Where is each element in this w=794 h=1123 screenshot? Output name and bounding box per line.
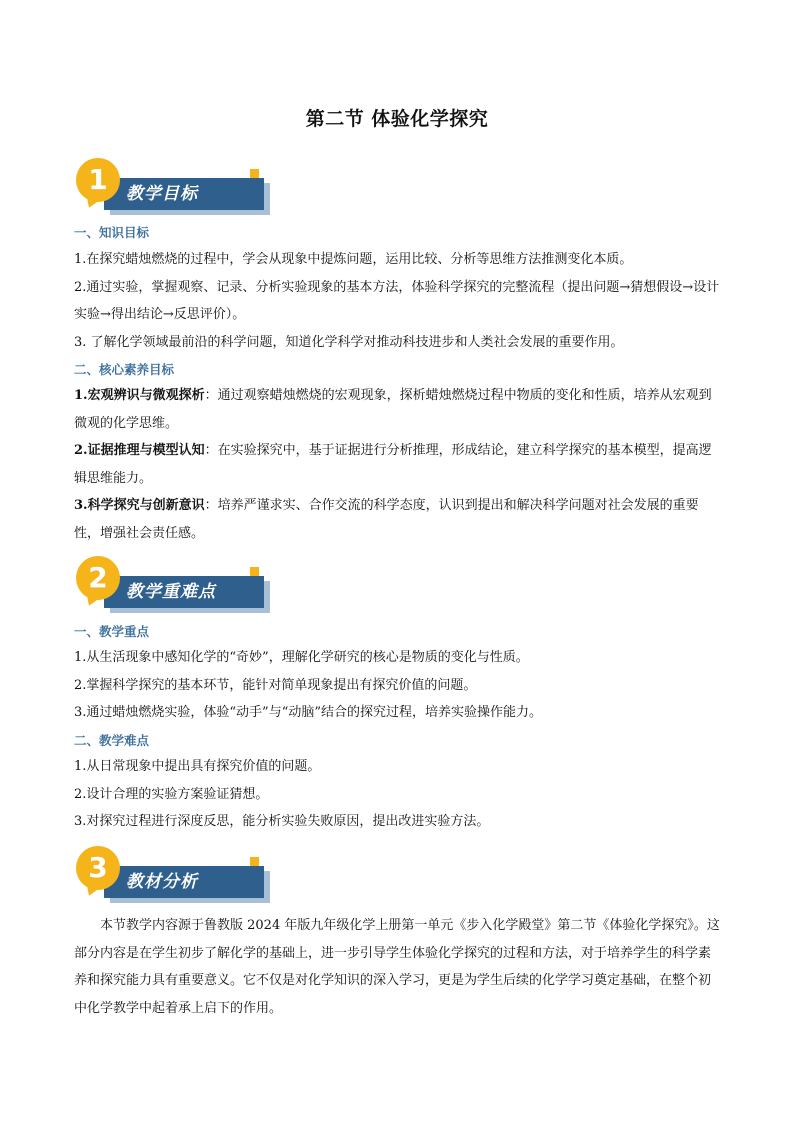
item-text: ：培养严谨求实、合作交流的科学态度，认识到提出和解决科学问题对社会发展的重要性，增强社会责任感。 [74, 498, 699, 541]
item-text: ：在实验探究中，基于证据进行分析推理，形成结论，建立科学探究的基本模型，提高逻辑思维能力。 [74, 443, 712, 486]
knowledge-goals-heading: 一、知识目标 [74, 225, 150, 240]
section-number: 2 [76, 556, 120, 600]
decor-square [250, 567, 259, 576]
key-points-heading: 一、教学重点 [74, 624, 150, 639]
list-item: 2.通过实验，掌握观察、记录、分析实验现象的基本方法，体验科学探究的完整流程（提出问题→猜想假设→设计实验→得出结论→反思评价）。 [74, 279, 720, 322]
list-item [74, 437, 720, 492]
difficult-points-list [74, 753, 720, 836]
list-item: 2.设计合理的实验方案验证猜想。 [74, 786, 269, 802]
section-number: 1 [76, 158, 120, 202]
item-label: 2.证据推理与模型认知 [74, 443, 205, 458]
decor-square [250, 169, 259, 178]
analysis-paragraph: 本节教学内容源于鲁教版 2024 年版九年级化学上册第一单元《步入化学殿堂》第二节《体验化学探究》。这部分内容是在学生初步了解化学的基础上，进一步引导学生体验化学探究的过程和方法，对于培养学生的科学素养和探究能力具有重要意义。它不仅是对化学知识的深入学习，更是为学生后续的化学学习奠定基础，在整个初中化学教学中起着承上启下的作用。 [74, 918, 720, 1016]
decor-square [250, 857, 259, 866]
knowledge-goals-list [74, 246, 720, 356]
section-badge-label: 教学目标 [126, 184, 198, 204]
list-item: 3.对探究过程进行深度反思，能分析实验失败原因，提出改进实验方法。 [74, 814, 490, 829]
section-badge-goals [74, 158, 264, 220]
section-number: 3 [76, 846, 120, 890]
core-goals-heading: 二、核心素养目标 [74, 362, 175, 377]
list-item: 1.从生活现象中感知化学的“奇妙”，理解化学研究的核心是物质的变化与性质。 [74, 650, 529, 665]
section-badge-label: 教材分析 [126, 872, 198, 892]
list-item [74, 382, 720, 437]
item-text: ：通过观察蜡烛燃烧的宏观现象，探析蜡烛燃烧过程中物质的变化和性质，培养从宏观到微观的化学思维。 [74, 388, 712, 431]
difficult-points-heading: 二、教学难点 [74, 733, 150, 748]
list-item: 1.在探究蜡烛燃烧的过程中，学会从现象中提炼问题，运用比较、分析等思维方法推测变化本质。 [74, 252, 633, 267]
list-item: 1.从日常现象中提出具有探究价值的问题。 [74, 759, 321, 774]
core-goals-list [74, 382, 720, 547]
page-title: 第二节 体验化学探究 [305, 108, 489, 130]
section-badge-label: 教学重难点 [126, 582, 216, 602]
list-item [74, 492, 720, 547]
item-label: 1.宏观辨识与微观探析 [74, 388, 205, 403]
item-label: 3.科学探究与创新意识 [74, 498, 205, 513]
list-item: 2.掌握科学探究的基本环节，能针对简单现象提出有探究价值的问题。 [74, 677, 477, 693]
key-points-list [74, 644, 720, 727]
list-item: 3. 了解化学领域最前沿的科学问题，知道化学科学对推动科技进步和人类社会发展的重要作用。 [74, 334, 624, 350]
section-badge-analysis [74, 846, 264, 908]
list-item: 3.通过蜡烛燃烧实验，体验“动手”与“动脑”结合的探究过程，培养实验操作能力。 [74, 705, 542, 720]
section-badge-keypoints [74, 556, 264, 618]
